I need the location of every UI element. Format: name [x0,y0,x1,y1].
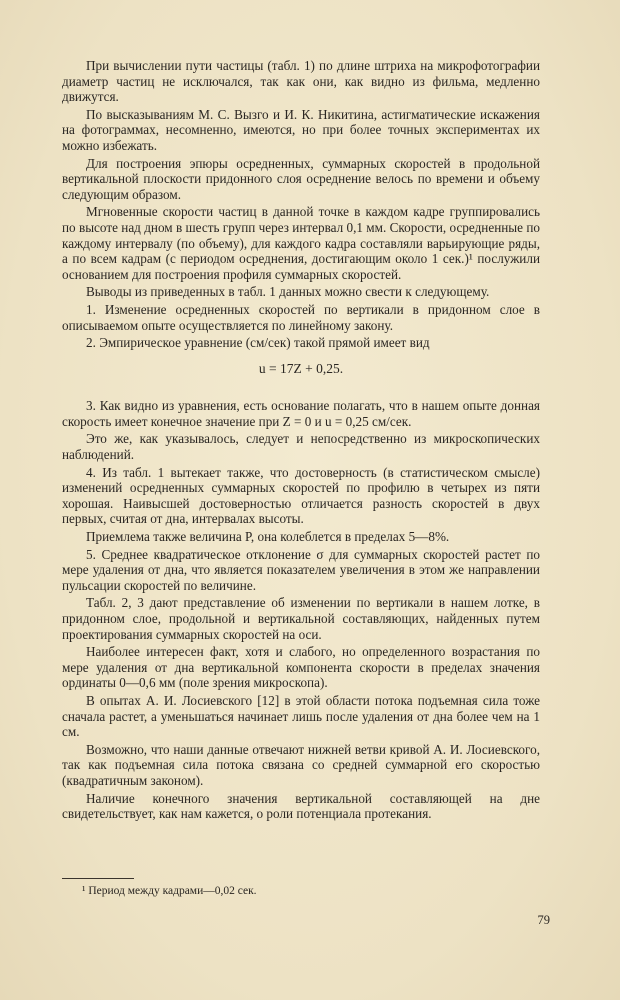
footnote-rule [62,878,134,879]
paragraph-5: Выводы из приведенных в табл. 1 данных можно свести к следующему. [86,284,490,300]
paragraph-10: 4. Из табл. 1 вытекает также, что достоверность (в статистическом смысле) изменений осредненных суммарных скоростей по профилю в четырех из пяти хорошая. Наивысшей достоверностью отличается разность скоростей в двух первых, считая от дна, интервалах высоты. [62,464,540,527]
paragraph-9: Это же, как указывалось, следует и непосредственно из микроскопических наблюдений. [62,431,540,463]
paragraph-7: 2. Эмпирическое уравнение (см/сек) такой прямой имеет вид [86,335,430,351]
paragraph-14: Наиболее интересен факт, хотя и слабого, но определенного возрастания по мере удаления от дна вертикальной компонента скорости в пределах значения ординаты 0—0,6 мм (поле зрения микроскопа). [62,644,540,691]
paragraph-1: При вычислении пути частицы (табл. 1) по длине штриха на микрофотографии диаметр частиц не исключался, так как они, как видно из фильма, медленно движутся. [62,58,540,105]
paragraph-3: Для построения эпюры осредненных, суммарных скоростей в продольной вертикальной плоскости придонного слоя осреднение велось по времени и объему следующим образом. [62,155,540,202]
paragraph-12: 5. Среднее квадратическое отклонение σ для суммарных скоростей растет по мере удаления от дна, что является показателем увеличения в этом же направлении пульсации скоростей по величине. [62,546,540,593]
paragraph-13: Табл. 2, 3 дают представление об изменении по вертикали в нашем лотке, в придонном слое, продольной и вертикальной составляющих, найденных путем проектирования суммарных скоростей на оси. [62,595,540,642]
body-text [62,58,540,822]
paragraph-8: 3. Как видно из уравнения, есть основание полагать, что в нашем опыте донная скорость имеет конечное значение при Z = 0 и u = 0,25 см/сек. [62,398,540,429]
paragraph-11: Приемлема также величина P, она колеблется в пределах 5—8%. [86,529,450,545]
paragraph-15: В опытах А. И. Лосиевского [12] в этой области потока подъемная сила тоже сначала растет, а уменьшаться начинает лишь после удаления от дна более чем на 1 см. [62,692,540,740]
equation: u = 17Z + 0,25. [258,360,344,376]
paragraph-6: 1. Изменение осредненных скоростей по вертикали в придонном слое в описываемом опыте осуществляется по линейному закону. [62,301,540,333]
paragraph-4: Мгновенные скорости частиц в данной точке в каждом кадре группировались по высоте над дном в шесть групп через интервал 0,1 мм. Скорости, осредненные по каждому интервалу (по объему), для каждого кадра составляли варьирующие ряды, а по всем кадрам (с периодом осреднения, достигающим около 1 сек.)¹ послужили основанием для построения профиля суммарных скоростей. [62,204,540,282]
paragraph-16: Возможно, что наши данные отвечают нижней ветви кривой А. И. Лосиевского, так как подъемная сила потока связана со средней суммарной его скоростью (квадратичным законом). [62,741,540,788]
paragraph-2: По высказываниям М. С. Вызго и И. К. Никитина, астигматические искажения на фотограммах, несомненно, имеются, но при более точных экспериментах их можно избежать. [62,106,540,153]
footnote: ¹ Период между кадрами—0,02 сек. [82,885,257,897]
page-number: 79 [537,913,550,927]
paragraph-17: Наличие конечного значения вертикальной составляющей на дне свидетельствует, как нам кажется, о роли потенциала протекания. [62,790,540,822]
